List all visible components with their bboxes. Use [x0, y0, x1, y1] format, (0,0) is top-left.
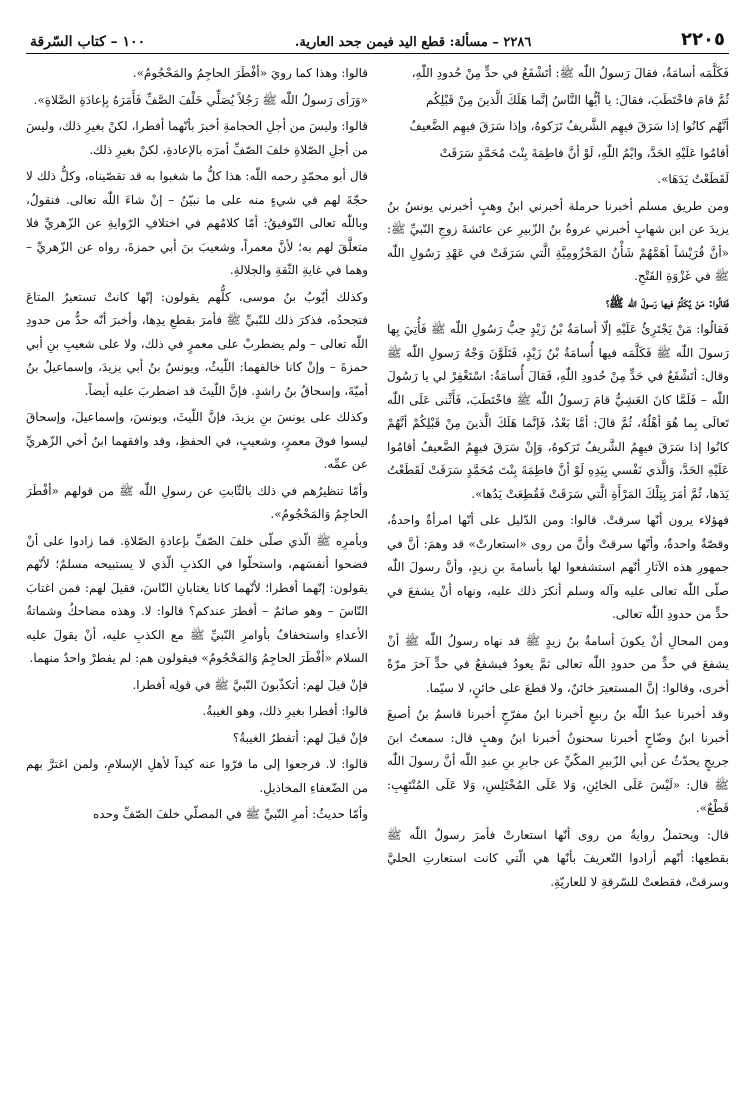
text-columns: [26, 62, 729, 1102]
paragraph: وقد أخبرنا عبدُ اللّٰه بنُ ربيعٍ أخبرنا ابنُ مفرّجٍ أخبرنا قاسمُ بنُ أصبغَ أخبرنا ابنُ وضّاحٍ أخبرنا سحنونٌ أخبرنا ابنُ وهبٍ قال: سمعتُ ابنَ جريجٍ يحدّثُ عن أبي الزّبيرِ المكّيِّ عن جابرِ بنِ عبدِ اللّٰه أنَّ رسولَ اللّٰه ﷺ قال: «لَيْسَ عَلَى الخائِنِ، وَلا عَلَى المُخْتَلِسِ، وَلا عَلَى المُنْتَهِبِ: قَطْعٌ».: [387, 707, 729, 815]
running-title: ٢٢٨٦ – مسألة: قطع اليد فيمن جحد العارية.: [294, 35, 532, 50]
book-title: ١٠٠ – كتاب السّرقة: [30, 34, 146, 50]
page-number: ٢٢٠٥: [681, 29, 725, 50]
paragraph: وأمّا تنظيرُهم في ذلك بالثّابتِ عن رسولِ اللّٰه ﷺ من قولهم «أفْطَرَ الحاجِمُ وَالمَحْجُومُ».: [26, 483, 368, 521]
paragraph: فإنْ قيلَ لهم: أتفطرُ الغيبةُ؟: [232, 730, 368, 745]
paragraph: وأمّا حديثُ: أمرِ النّبيِّ ﷺ في المصلّي خلفَ الصّفِّ وحده: [92, 807, 368, 821]
paragraph: ومن طريق مسلم أخبرنا حرملة أخبرني ابنُ وهبٍ أخبرني يونسُ بنُ يزيدَ عن ابن شهابٍ أخبرني عروةُ بنُ الزّبيرِ عن عائشةَ زوجِ النّبيِّ ﷺ: «أنَّ قُرَيْشاً أهَمَّهُمْ شَأْنُ المَخْزُومِيَّةِ الَّتي سَرَقَتْ في عَهْدِ رَسُولِ اللّٰه ﷺ في غَزْوَةِ الفَتْحِ.: [387, 198, 729, 283]
paragraph: ثُمَّ قامَ فاخْتَطَبَ، فقالَ: يا أيُّها النَّاسُ إنَّما هَلَكَ الَّذينَ مِنْ قَبْلِكُم: [426, 92, 729, 107]
page-header: [26, 16, 729, 54]
paragraph: أنَّهُم كانُوا إذا سَرَقَ فيهِم الشَّريفُ تَرَكوهُ، وإذا سَرَقَ فيهِم الضَّعيفُ: [409, 119, 729, 133]
left-column: [26, 62, 368, 1102]
paragraph: قالوا: أفطرا بغيرِ ذلك، وهو الغيبةُ.: [202, 704, 368, 718]
paragraph: فإنْ قيلَ لهم: أتكذّبونَ النّبيَّ ﷺ في قولِه أفطرا.: [132, 677, 368, 692]
paragraph: قال: ويحتملُ روايةُ من روى أنّها استعارتْ فأمرَ رسولُ اللّٰه ﷺ بقطعِها: أنّهم أرادوا التّعريفَ بأنّها هي الّتي كانت استعارتِ الحليَّ وسرقتْ، فقطعتْ للسّرقةِ لا للعاريّةِ.: [387, 827, 729, 889]
paragraph: أقامُوا عَلَيْهِ الحَدَّ، وايْمُ اللّٰهِ، لَوْ أنَّ فاطِمَةَ بِنْتَ مُحَمَّدٍ سَرَقَتْ: [439, 145, 729, 160]
paragraph: ومن المحالِ أنْ يكونَ أسامةُ بنُ زيدٍ ﷺ قد نهاه رسولُ اللّٰه ﷺ أنْ يشفعَ في حدٍّ من حدودِ اللّٰه تعالى ثمَّ يعودُ فيشفعُ في حدٍّ آخرَ مرّةً أخرى، وقالوا: إنَّ المستعيرَ خائنٌ، ولا قطعَ على خائنٍ، لا سيّما.: [387, 633, 729, 695]
paragraph: «وَرَأى رَسولُ اللّٰه ﷺ رَجُلاً يُصَلِّي خَلْفَ الصَّفِّ فَأَمَرَهُ بِإعادَةِ الصَّلاةِ».: [33, 92, 368, 107]
right-column: [387, 62, 729, 1102]
paragraph: لَقَطَعْتُ يَدَهَا».: [657, 172, 729, 186]
paragraph: قالوا: وليسَ من أجلِ الحجامةِ أخبرَ بأنّهما أفطرا، لكنْ بغيرِ ذلك، وليسَ من أجلِ الصّلاةِ خلفَ الصّفِّ أمرَه بالإعادةِ، لكنْ بغيرِ ذلك.: [26, 119, 368, 157]
paragraph: فَقالُوا: مَنْ يُكَلِّمُ فيها رَسولَ اللّٰه ﷺ؟: [605, 295, 729, 310]
paragraph: قالوا: وهذا كما رويَ «أفْطَرَ الحاجِمُ والمَحْجُومُ».: [132, 66, 368, 80]
paragraph: فهؤلاء يرون أنّها سرقتْ. قالوا: ومن الدّليل على أنّها امرأةٌ واحدةٌ، وقصّةٌ واحدةٌ، وأنّها سرقتْ وأنَّ من روى «استعارتْ» قد وهمَ: أنَّ في جمهورِ هذه الآثارِ أنّهم استشفعوا لها بأسامةَ بنِ زيدٍ، وأنَّ رسولَ اللّٰه صلّى اللّٰه تعالى عليه وآله وسلم أنكرَ ذلك عليه، ونهاه أنْ يشفعَ في حدٍّ من حدودِ اللّٰه تعالى.: [387, 513, 729, 621]
paragraph: قالوا: لا. فرجعوا إلى ما فرّوا عنه كيداً لأهلِ الإسلامِ، ولمن اغترَّ بهم من الضّعفاءِ المخاذيلِ.: [26, 757, 368, 795]
paragraph: قال أبو محمّدٍ رحمه اللّٰه: هذا كلُّ ما شغبوا به قد تقصّيناه، وكلُّ ذلك لا حجّةَ لهم في شيءٍ منه على ما نبيّنُ – إنْ شاءَ اللّٰه تعالى. فنقولُ، وباللّٰه تعالى التّوفيقُ: أمّا كلامُهم في اختلافِ الرّوايةِ عن الزّهريِّ فلا متعلَّقَ لهم به؛ لأنَّ معمراً، وشعيبَ بنَ أبي حمزةَ، رواه عن الزّهريِّ – وهما في غايةِ الثّقةِ والجلالةِ.: [26, 169, 368, 277]
paragraph: وكذلك أيّوبُ بنُ موسى، كلُّهم يقولون: إنّها كانتْ تستعيرُ المتاعَ فتجحدُه، فذكرَ ذلك للنّبيِّ ﷺ فأمرَ بقطعِ يدِها، وأخبرَ أنّه حدٌّ من حدودِ اللّٰه تعالى – ولم يضطربْ على معمرٍ في ذلك، ولا على شعيبِ بنِ أبي حمزةَ – وإنْ كانا خالفهما: اللّيثُ، ويونسُ بنُ أبي يزيدَ، وإسماعيلُ بنُ أميّةَ، وإسحاقُ بنُ راشدٍ. فإنَّ اللّيثَ قد اضطربَ عليه أيضاً.: [26, 289, 368, 398]
paragraph: فَكَلَّمَه أسامَةُ، فقالَ رَسولُ اللّٰه ﷺ: أتَشْفَعُ في حدٍّ مِنْ حُدودِ اللّٰهِ،: [411, 66, 729, 80]
paragraph: فَقالُوا: مَنْ يَجْتَرِئُ عَلَيْهِ إلّا أسامَةُ بْنُ زَيْدٍ حِبُّ رَسُولِ اللّٰه ﷺ فَأُتِيَ بِها رَسولَ اللّٰه ﷺ فَكَلَّمَه فيها أُسامَةُ بْنُ زَيْدٍ، فَتَلَوَّنَ وَجْهُ رَسولِ اللّٰه ﷺ وقال: أتَشْفَعُ في حَدٍّ مِنْ حُدودِ اللّٰهِ، فَقالَ أُسامَةُ: اسْتَغْفِرْ لي يا رَسُولَ اللّٰه – فَلَمَّا كانَ العَشِيُّ قامَ رَسولُ اللّٰه ﷺ فاخْتَطَبَ، فَأَثْنى عَلَى اللّٰه تَعالَى بِما هُوَ أهْلُهُ، ثُمَّ قالَ: أمَّا بَعْدُ، فَإنَّما هَلَكَ الَّذينَ مِنْ قَبْلِكُمْ أنَّهُمْ كانُوا إذا سَرَقَ فيهِمُ الشَّريفُ تَرَكوهُ، وَإِنْ سَرَقَ فيهِمُ الضَّعيفُ أقامُوا عَلَيْهِ الحَدَّ، وَالَّذي نَفْسي بِيَدِهِ لَوْ أنَّ فاطِمَةَ بِنْتَ مُحَمَّدٍ سَرَقَتْ لَقَطَعْتُ يَدَها، ثُمَّ أمَرَ بِتِلْكَ المَرْأَةِ الَّتي سَرَقَتْ فَقُطِعَتْ يَدُها».: [387, 322, 729, 501]
paragraph: وكذلك على يونسَ بنِ يزيدَ، فإنَّ اللّيثَ، ويونسَ، وإسماعيلَ، وإسحاقَ ليسوا فوقَ معمرٍ، وشعيبٍ، في الحفظِ، وقد وافقهما ابنُ أخي الزّهريِّ عن عمِّه.: [26, 410, 368, 471]
paragraph: وبأمرِه ﷺ الّذي صلّى خلفَ الصّفِّ بإعادةِ الصّلاةِ. فما زادوا على أنْ فضحوا أنفسَهم، واستحلّوا في الكذبِ الّذي لا يستبيحه مسلمٌ؛ لأنّهم يقولون: إنّهما أفطرا؛ لأنّهما كانا يغتابانِ النّاسَ، فقيلَ لهم: فمن اغتابَ النّاسَ – وهو صائمٌ – أفطرَ عندكم؟ قالوا: لا. وهذه مضاحكُ وشماتةُ الأعداءِ واستخفافٌ بأوامرِ النّبيِّ ﷺ مع الكذبِ عليه، أنْ يقولَ عليه السلام «أفْطَرَ الحاجِمُ وَالمَحْجُومُ» فيقولون هم: لم يفطرْ واحدٌ منهما.: [26, 533, 368, 665]
